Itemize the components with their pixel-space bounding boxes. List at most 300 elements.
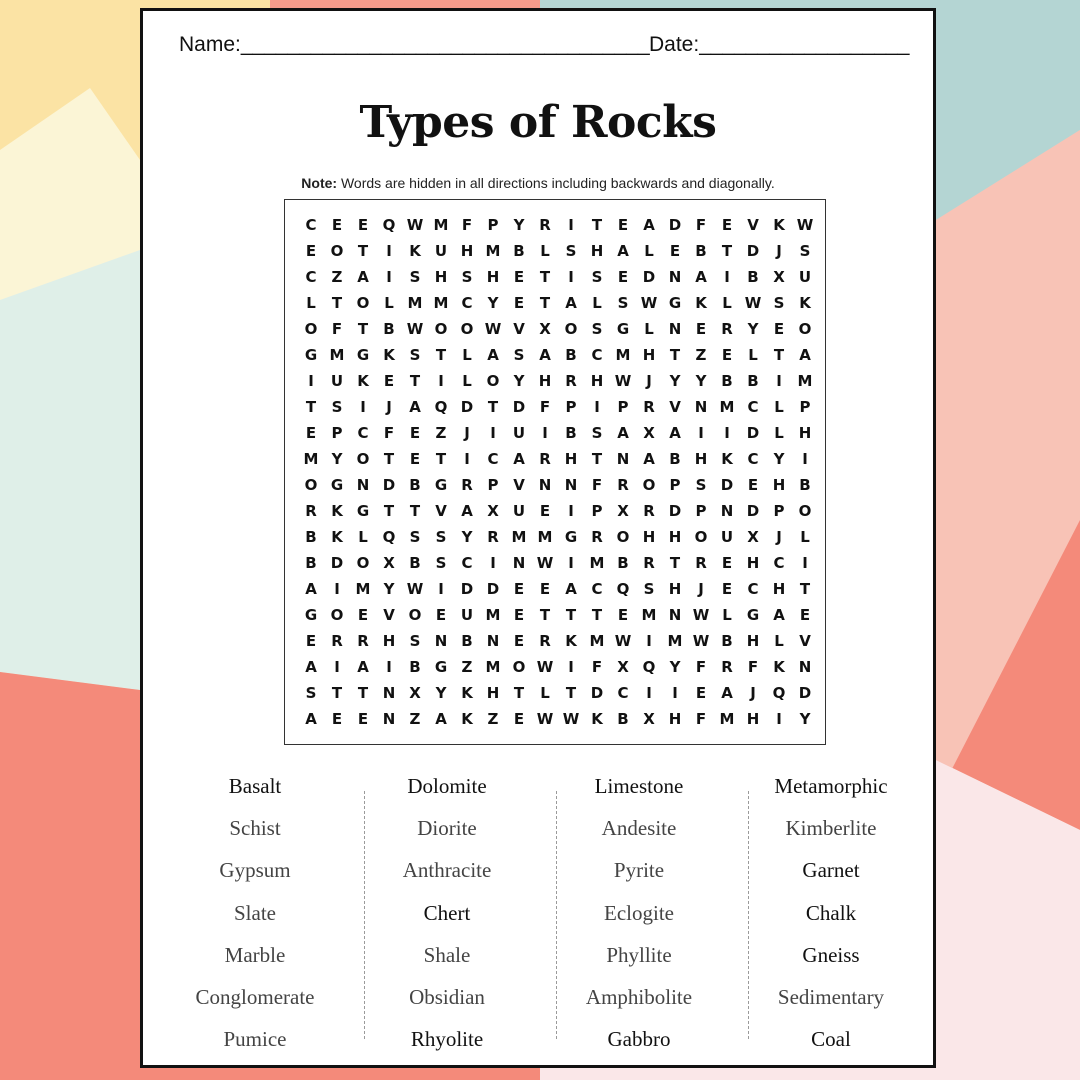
- grid-letter: I: [776, 710, 782, 728]
- grid-letter: M: [329, 346, 345, 364]
- grid-letter: A: [435, 710, 447, 728]
- grid-letter: P: [799, 398, 811, 416]
- grid-letter: T: [409, 502, 421, 520]
- grid-letter: A: [409, 398, 421, 416]
- grid-letter: E: [305, 632, 317, 650]
- grid-letter: D: [642, 268, 656, 286]
- grid-letter: R: [305, 502, 317, 520]
- grid-letter: O: [304, 476, 318, 494]
- grid-letter: D: [668, 502, 682, 520]
- grid-letter: X: [487, 502, 499, 520]
- grid-letter: S: [773, 294, 785, 312]
- grid-letter: F: [695, 216, 707, 234]
- grid-letter: S: [643, 580, 655, 598]
- grid-letter: W: [614, 372, 632, 390]
- grid-letter: M: [719, 710, 735, 728]
- word-item: Gabbro: [607, 1027, 671, 1052]
- grid-letter: T: [409, 372, 421, 390]
- grid-letter: M: [303, 450, 319, 468]
- grid-letter: I: [386, 268, 392, 286]
- grid-letter: Y: [513, 216, 525, 234]
- grid-letter: I: [438, 580, 444, 598]
- grid-letter: X: [539, 320, 551, 338]
- grid-letter: M: [589, 632, 605, 650]
- grid-letter: E: [409, 450, 421, 468]
- grid-letter: K: [721, 450, 733, 468]
- grid-letter: E: [357, 710, 369, 728]
- grid-letter: A: [539, 346, 551, 364]
- grid-letter: A: [487, 346, 499, 364]
- grid-letter: D: [330, 554, 344, 572]
- grid-letter: O: [304, 320, 318, 338]
- grid-letter: W: [614, 632, 632, 650]
- grid-letter: Z: [461, 658, 473, 676]
- grid-letter: E: [669, 242, 681, 260]
- grid-row: [298, 472, 818, 498]
- grid-letter: A: [305, 580, 317, 598]
- grid-letter: M: [641, 606, 657, 624]
- grid-letter: E: [305, 424, 317, 442]
- grid-letter: V: [383, 606, 395, 624]
- grid-letter: N: [486, 632, 500, 650]
- grid-letter: S: [409, 346, 421, 364]
- letter-grid: [298, 212, 818, 732]
- grid-letter: N: [668, 320, 682, 338]
- grid-row: [298, 680, 818, 706]
- grid-letter: P: [565, 398, 577, 416]
- grid-letter: N: [382, 684, 396, 702]
- grid-letter: J: [464, 424, 470, 442]
- grid-letter: K: [383, 346, 395, 364]
- grid-letter: S: [435, 554, 447, 572]
- grid-letter: T: [721, 242, 733, 260]
- grid-letter: L: [540, 684, 550, 702]
- grid-letter: L: [774, 632, 784, 650]
- grid-letter: B: [461, 632, 473, 650]
- grid-letter: K: [565, 632, 577, 650]
- grid-letter: E: [617, 268, 629, 286]
- grid-letter: A: [669, 424, 681, 442]
- grid-letter: J: [776, 528, 782, 546]
- grid-letter: E: [721, 554, 733, 572]
- grid-letter: A: [357, 268, 369, 286]
- grid-letter: A: [461, 502, 473, 520]
- word-item: Garnet: [802, 858, 860, 883]
- grid-letter: L: [540, 242, 550, 260]
- grid-letter: G: [356, 502, 370, 520]
- grid-letter: V: [747, 216, 759, 234]
- grid-letter: I: [334, 658, 340, 676]
- grid-letter: T: [591, 606, 603, 624]
- grid-letter: E: [773, 320, 785, 338]
- grid-letter: R: [565, 372, 577, 390]
- grid-row: [298, 316, 818, 342]
- grid-letter: M: [433, 294, 449, 312]
- grid-letter: E: [721, 346, 733, 364]
- grid-letter: G: [434, 658, 448, 676]
- grid-letter: C: [747, 398, 759, 416]
- grid-letter: Y: [695, 372, 707, 390]
- grid-letter: B: [565, 346, 577, 364]
- grid-letter: R: [721, 320, 733, 338]
- grid-letter: C: [747, 450, 759, 468]
- grid-letter: E: [513, 580, 525, 598]
- grid-letter: N: [668, 606, 682, 624]
- grid-letter: G: [668, 294, 682, 312]
- word-item: Chalk: [805, 900, 857, 925]
- grid-letter: F: [695, 710, 707, 728]
- grid-letter: M: [355, 580, 371, 598]
- grid-letter: I: [490, 554, 496, 572]
- grid-letter: L: [384, 294, 394, 312]
- grid-letter: G: [616, 320, 630, 338]
- grid-letter: F: [383, 424, 395, 442]
- grid-letter: U: [434, 242, 448, 260]
- grid-row: [298, 628, 818, 654]
- grid-letter: T: [773, 346, 785, 364]
- grid-letter: A: [643, 216, 655, 234]
- grid-letter: T: [383, 450, 395, 468]
- grid-letter: B: [409, 476, 421, 494]
- grid-letter: W: [406, 216, 424, 234]
- grid-letter: L: [592, 294, 602, 312]
- grid-letter: Z: [695, 346, 707, 364]
- grid-letter: C: [305, 268, 317, 286]
- grid-letter: T: [487, 398, 499, 416]
- grid-letter: O: [616, 528, 630, 546]
- grid-letter: I: [438, 372, 444, 390]
- grid-letter: C: [617, 684, 629, 702]
- grid-letter: V: [669, 398, 681, 416]
- grid-letter: I: [386, 658, 392, 676]
- grid-letter: I: [724, 268, 730, 286]
- grid-letter: A: [305, 658, 317, 676]
- grid-letter: I: [672, 684, 678, 702]
- grid-letter: I: [724, 424, 730, 442]
- grid-letter: E: [435, 606, 447, 624]
- grid-letter: H: [668, 528, 682, 546]
- word-item: Anthracite: [402, 858, 492, 883]
- grid-letter: I: [568, 216, 574, 234]
- grid-letter: T: [305, 398, 317, 416]
- grid-letter: E: [695, 320, 707, 338]
- grid-letter: K: [461, 684, 473, 702]
- grid-letter: R: [357, 632, 369, 650]
- grid-letter: R: [721, 658, 733, 676]
- grid-letter: E: [513, 268, 525, 286]
- grid-letter: T: [539, 294, 551, 312]
- grid-letter: M: [485, 606, 501, 624]
- grid-letter: B: [747, 268, 759, 286]
- grid-letter: B: [409, 658, 421, 676]
- grid-letter: T: [565, 606, 577, 624]
- grid-letter: G: [330, 476, 344, 494]
- grid-letter: B: [747, 372, 759, 390]
- grid-letter: M: [667, 632, 683, 650]
- grid-letter: B: [305, 528, 317, 546]
- grid-letter: I: [464, 450, 470, 468]
- grid-letter: R: [591, 528, 603, 546]
- grid-letter: I: [542, 424, 548, 442]
- grid-letter: P: [487, 216, 499, 234]
- grid-letter: K: [409, 242, 421, 260]
- word-column: [351, 769, 543, 1064]
- word-item: Sedimentary: [777, 984, 885, 1009]
- grid-letter: H: [642, 528, 656, 546]
- grid-letter: I: [776, 372, 782, 390]
- grid-letter: P: [695, 502, 707, 520]
- grid-letter: A: [617, 424, 629, 442]
- grid-letter: E: [513, 606, 525, 624]
- grid-letter: F: [591, 476, 603, 494]
- grid-row: [298, 654, 818, 680]
- grid-row: [298, 368, 818, 394]
- grid-letter: H: [746, 554, 760, 572]
- grid-letter: H: [668, 580, 682, 598]
- grid-letter: N: [356, 476, 370, 494]
- grid-letter: I: [360, 398, 366, 416]
- grid-letter: M: [615, 346, 631, 364]
- grid-letter: C: [305, 216, 317, 234]
- word-item: Metamorphic: [774, 774, 888, 798]
- grid-letter: I: [698, 424, 704, 442]
- grid-letter: W: [406, 320, 424, 338]
- grid-letter: E: [357, 606, 369, 624]
- grid-letter: Y: [669, 372, 681, 390]
- grid-letter: B: [799, 476, 811, 494]
- word-item: Phyllite: [606, 942, 672, 967]
- grid-letter: F: [747, 658, 759, 676]
- grid-letter: W: [744, 294, 762, 312]
- instructions-note: [143, 175, 933, 191]
- grid-letter: V: [513, 476, 525, 494]
- grid-letter: E: [721, 580, 733, 598]
- grid-letter: H: [668, 710, 682, 728]
- grid-letter: P: [773, 502, 785, 520]
- grid-letter: R: [539, 632, 551, 650]
- grid-letter: Q: [382, 216, 396, 234]
- grid-letter: L: [774, 424, 784, 442]
- grid-letter: E: [513, 632, 525, 650]
- grid-letter: R: [461, 476, 473, 494]
- grid-letter: M: [589, 554, 605, 572]
- grid-letter: N: [564, 476, 578, 494]
- grid-letter: X: [617, 658, 629, 676]
- grid-letter: J: [386, 398, 392, 416]
- grid-letter: P: [331, 424, 343, 442]
- grid-letter: R: [643, 398, 655, 416]
- grid-letter: T: [669, 554, 681, 572]
- grid-letter: R: [539, 450, 551, 468]
- grid-letter: K: [695, 294, 707, 312]
- grid-letter: H: [460, 242, 474, 260]
- grid-letter: O: [798, 502, 812, 520]
- grid-letter: I: [646, 632, 652, 650]
- grid-letter: N: [434, 632, 448, 650]
- grid-letter: S: [591, 320, 603, 338]
- grid-letter: C: [773, 554, 785, 572]
- grid-letter: H: [564, 450, 578, 468]
- grid-letter: I: [308, 372, 314, 390]
- grid-letter: O: [460, 320, 474, 338]
- grid-letter: H: [486, 684, 500, 702]
- grid-letter: G: [304, 606, 318, 624]
- grid-letter: C: [461, 294, 473, 312]
- grid-letter: Q: [616, 580, 630, 598]
- grid-letter: L: [748, 346, 758, 364]
- grid-letter: R: [695, 554, 707, 572]
- grid-letter: B: [565, 424, 577, 442]
- grid-letter: S: [591, 424, 603, 442]
- grid-letter: E: [331, 216, 343, 234]
- grid-letter: R: [487, 528, 499, 546]
- grid-letter: G: [746, 606, 760, 624]
- word-item: Schist: [229, 816, 281, 841]
- grid-letter: R: [539, 216, 551, 234]
- grid-letter: I: [490, 424, 496, 442]
- grid-letter: T: [357, 242, 369, 260]
- page-title: Types of Rocks: [359, 97, 717, 148]
- grid-row: [298, 524, 818, 550]
- grid-letter: I: [334, 580, 340, 598]
- grid-letter: X: [643, 710, 655, 728]
- grid-letter: O: [330, 242, 344, 260]
- grid-letter: O: [356, 294, 370, 312]
- word-item: Pumice: [223, 1027, 287, 1052]
- word-item: Dolomite: [407, 774, 487, 798]
- grid-letter: T: [357, 684, 369, 702]
- grid-letter: H: [694, 450, 708, 468]
- grid-letter: U: [330, 372, 344, 390]
- grid-letter: T: [331, 294, 343, 312]
- grid-letter: Y: [513, 372, 525, 390]
- word-list: [159, 769, 927, 1059]
- grid-letter: V: [799, 632, 811, 650]
- grid-letter: Y: [799, 710, 811, 728]
- grid-letter: Z: [435, 424, 447, 442]
- grid-letter: T: [565, 684, 577, 702]
- grid-letter: O: [512, 658, 526, 676]
- grid-letter: D: [746, 424, 760, 442]
- grid-letter: J: [698, 580, 704, 598]
- grid-letter: A: [305, 710, 317, 728]
- grid-letter: I: [568, 554, 574, 572]
- grid-letter: Y: [747, 320, 759, 338]
- grid-row: [298, 290, 818, 316]
- grid-letter: F: [331, 320, 343, 338]
- grid-letter: R: [331, 632, 343, 650]
- grid-letter: S: [461, 268, 473, 286]
- grid-letter: E: [331, 710, 343, 728]
- grid-letter: O: [408, 606, 422, 624]
- grid-letter: S: [591, 268, 603, 286]
- grid-letter: I: [568, 502, 574, 520]
- grid-letter: D: [460, 398, 474, 416]
- grid-letter: J: [646, 372, 652, 390]
- grid-letter: N: [668, 268, 682, 286]
- grid-letter: E: [383, 372, 395, 390]
- grid-letter: R: [643, 554, 655, 572]
- grid-letter: A: [721, 684, 733, 702]
- grid-letter: K: [799, 294, 811, 312]
- word-item: Andesite: [601, 816, 677, 841]
- grid-letter: C: [357, 424, 369, 442]
- date-field: Date:__________________: [649, 33, 910, 56]
- grid-letter: S: [435, 528, 447, 546]
- grid-letter: D: [746, 502, 760, 520]
- grid-letter: W: [406, 580, 424, 598]
- word-item: Chert: [423, 900, 471, 925]
- grid-letter: T: [383, 502, 395, 520]
- grid-letter: X: [747, 528, 759, 546]
- grid-letter: A: [773, 606, 785, 624]
- grid-letter: K: [331, 502, 343, 520]
- grid-letter: S: [565, 242, 577, 260]
- grid-letter: K: [591, 710, 603, 728]
- grid-letter: K: [357, 372, 369, 390]
- grid-letter: C: [591, 346, 603, 364]
- word-item: Rhyolite: [410, 1027, 484, 1052]
- grid-letter: H: [590, 242, 604, 260]
- grid-letter: B: [721, 632, 733, 650]
- grid-letter: O: [642, 476, 656, 494]
- grid-letter: U: [798, 268, 812, 286]
- grid-letter: A: [565, 294, 577, 312]
- grid-row: [298, 342, 818, 368]
- grid-letter: K: [773, 216, 785, 234]
- grid-letter: Y: [461, 528, 473, 546]
- grid-letter: B: [513, 242, 525, 260]
- grid-letter: A: [513, 450, 525, 468]
- grid-letter: T: [435, 450, 447, 468]
- grid-letter: P: [591, 502, 603, 520]
- grid-letter: S: [617, 294, 629, 312]
- grid-letter: T: [591, 216, 603, 234]
- grid-letter: S: [305, 684, 317, 702]
- grid-letter: O: [356, 450, 370, 468]
- word-search-grid: [284, 199, 826, 745]
- note-text: Words are hidden in all directions including backwards and diagonally.: [340, 175, 775, 191]
- grid-letter: S: [409, 528, 421, 546]
- grid-letter: E: [305, 242, 317, 260]
- word-column: [543, 769, 735, 1064]
- grid-letter: O: [486, 372, 500, 390]
- grid-letter: W: [536, 658, 554, 676]
- grid-row: [298, 238, 818, 264]
- grid-row: [298, 550, 818, 576]
- grid-letter: E: [513, 294, 525, 312]
- grid-letter: L: [358, 528, 368, 546]
- grid-letter: U: [720, 528, 734, 546]
- grid-letter: D: [720, 476, 734, 494]
- grid-letter: B: [305, 554, 317, 572]
- grid-letter: P: [617, 398, 629, 416]
- grid-letter: D: [486, 580, 500, 598]
- name-field: Name:___________________________________: [179, 33, 650, 56]
- grid-letter: O: [694, 528, 708, 546]
- grid-letter: D: [460, 580, 474, 598]
- grid-letter: Q: [642, 658, 656, 676]
- grid-letter: L: [800, 528, 810, 546]
- grid-letter: T: [435, 346, 447, 364]
- grid-letter: I: [802, 450, 808, 468]
- grid-letter: B: [409, 554, 421, 572]
- grid-letter: S: [409, 268, 421, 286]
- grid-letter: L: [462, 372, 472, 390]
- grid-letter: O: [330, 606, 344, 624]
- grid-letter: M: [485, 242, 501, 260]
- grid-letter: F: [695, 658, 707, 676]
